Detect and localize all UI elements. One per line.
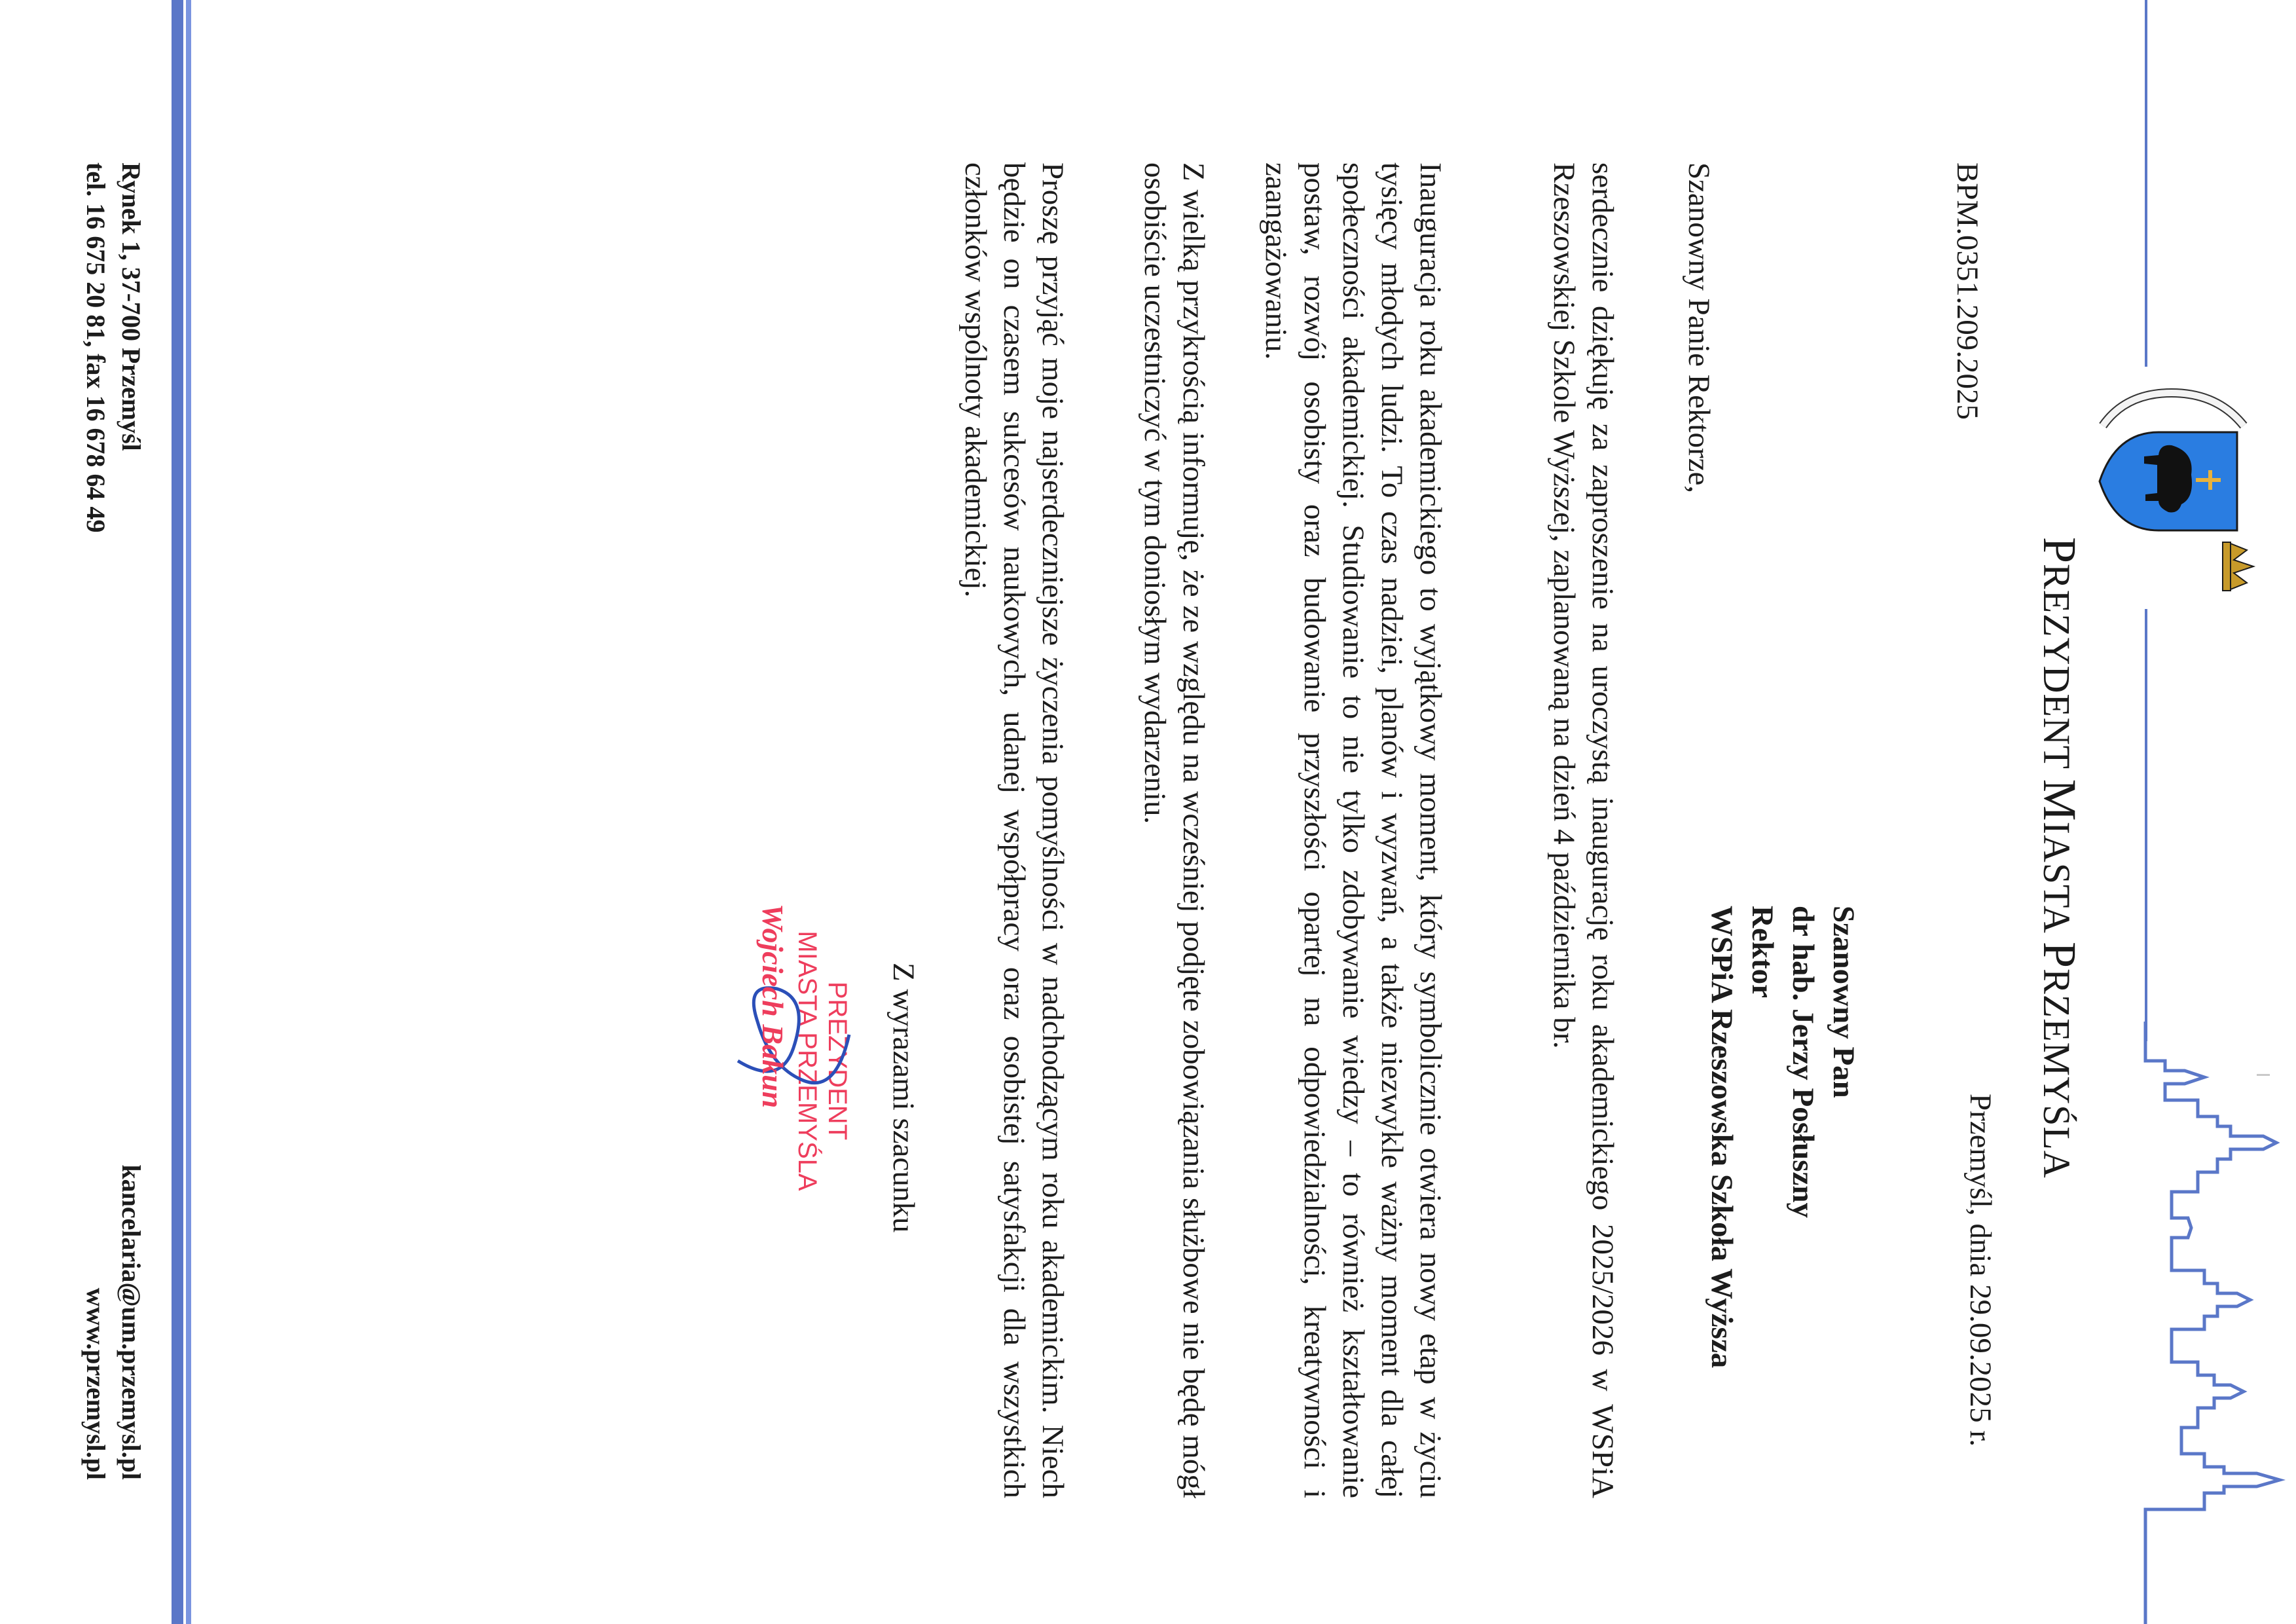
title-word: RZEMYŚLA [2035, 969, 2078, 1179]
title-word: REZYDENT [2035, 564, 2078, 779]
title-word: IASTA [2035, 821, 2078, 942]
body-paragraph: Inauguracja roku akademickiego to wyjątkowy moment, który symbolicznie otwiera nowy etap w życiu tysięcy młodych ludzi. To czas nadziei, planów i wyzwań, a także niezwykle ważny moment dla całej społeczności akademickiej. Studiowanie to nie tylko zdobywanie wiedzy – to również kształtowanie postaw, rozwój osobisty oraz budowanie przyszłości opartej na odpowiedzialności, kreatywności i zaangażowaniu. [1259, 162, 1448, 1498]
addressee-line: Szanowny Pan [1827, 906, 1861, 1098]
body-paragraph: Proszę przyjąć moje najserdeczniejsze życzenia pomyślności w nadchodzącym roku akademickim. Niech będzie on czasem sukcesów naukowych, udanej współpracy oraz osobistej satysfakcji dla wszystkich członków wspólnoty akademickiej. [958, 162, 1070, 1498]
signature-name: Wojciech Bakun [756, 904, 790, 1109]
footer-email[interactable]: kancelaria@um.przemysl.pl [117, 1164, 146, 1480]
przemysl-coat-of-arms-icon [2093, 367, 2257, 609]
greeting: Szanowny Panie Rektorze, [1682, 162, 1716, 494]
footer-phone: tel. 16 675 20 81, fax 16 678 64 49 [81, 162, 111, 533]
letter-date: Przemyśl, dnia 29.09.2025 r. [1963, 1094, 1997, 1447]
stamp-line: MIASTA PRZEMYŚLA [793, 931, 822, 1191]
title-initial: P [2033, 537, 2086, 564]
footer-contact-right [78, 1087, 149, 1480]
city-skyline-icon [2139, 1022, 2296, 1624]
body-paragraph: Z wielką przykrością informuję, że ze względu na wcześniej podjęte zobowiązania służbowe nie będę mógł osobiście uczestniczyć w tym doniosłym wydarzeniu. [1138, 162, 1211, 1498]
footer-rule [172, 0, 191, 1624]
title-initial: P [2033, 942, 2086, 969]
addressee-line: Rektor [1745, 906, 1779, 998]
closing-phrase: Z wyrazami szacunku [886, 963, 920, 1233]
addressee-block [1702, 906, 1864, 1368]
signature-scribble-icon [731, 963, 856, 1107]
stamp-line: PREZYDENT [823, 981, 852, 1141]
addressee-line: WSPiA Rzeszowska Szkoła Wyższa [1705, 906, 1739, 1369]
footer-website[interactable]: www.przemysl.pl [81, 1287, 111, 1480]
footer-contact-left [78, 162, 149, 533]
page-title [2032, 537, 2086, 1179]
reference-number: BPM.0351.209.2025 [1950, 162, 1984, 420]
header-rule-right [2145, 609, 2147, 1041]
body-paragraph: serdecznie dziękuję za zaproszenie na uroczystą inaugurację roku akademickiego 2025/2026 w WSPiA Rzeszowskiej Szkole Wyższej, zaplanowaną na dzień 4 października br. [1547, 162, 1620, 1498]
footer-address: Rynek 1, 37-700 Przemyśl [117, 162, 146, 451]
margin-mark [2257, 1074, 2270, 1076]
title-initial: M [2033, 779, 2086, 822]
header-rule-left [2145, 0, 2147, 367]
addressee-line: dr hab. Jerzy Posłuszny [1786, 906, 1820, 1218]
